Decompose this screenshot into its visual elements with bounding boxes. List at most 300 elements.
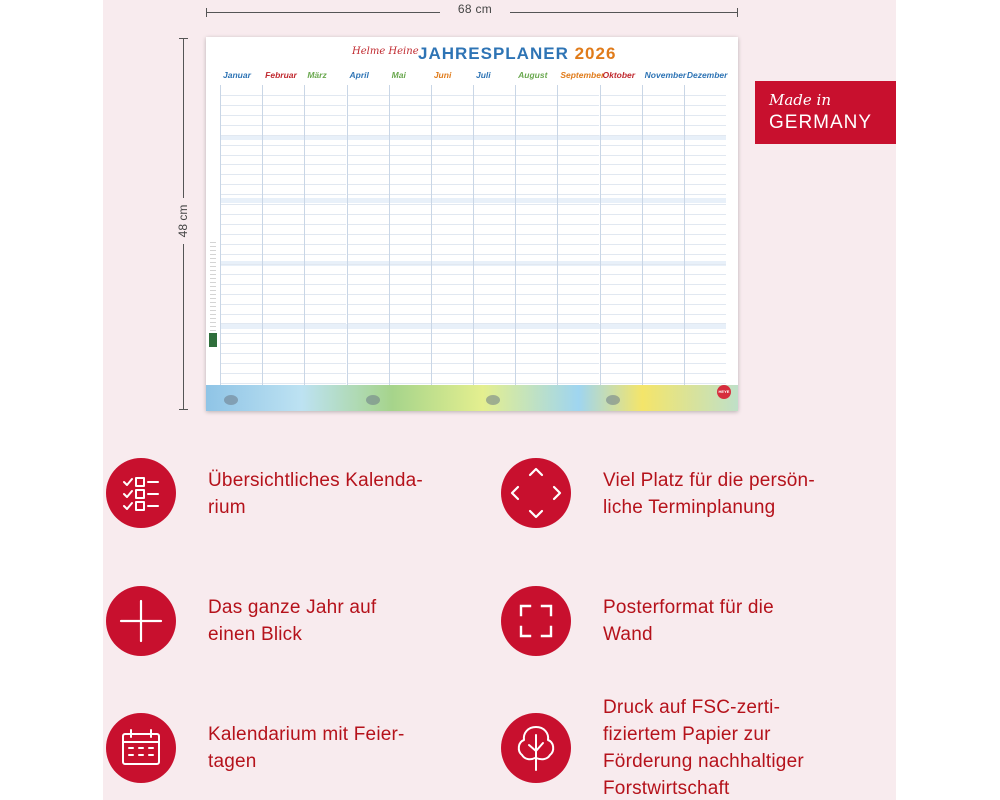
day-row: [305, 244, 346, 245]
day-row: [558, 95, 599, 96]
day-row: [390, 115, 431, 116]
tree-icon: [501, 713, 571, 783]
day-row: [685, 294, 726, 295]
day-row: [558, 274, 599, 275]
day-row: [558, 254, 599, 255]
day-row: [390, 353, 431, 354]
day-row: [516, 164, 557, 165]
day-row: [601, 194, 642, 195]
day-row: [305, 174, 346, 175]
day-row: [474, 274, 515, 275]
day-row: [390, 164, 431, 165]
day-row: [474, 184, 515, 185]
day-row: [643, 284, 684, 285]
day-row: [390, 294, 431, 295]
day-row: [685, 184, 726, 185]
day-row: [474, 323, 515, 324]
feature-line: Das ganze Jahr auf: [208, 597, 377, 618]
day-row: [558, 264, 599, 265]
feature-line: fiziertem Papier zur: [603, 724, 771, 745]
day-row: [516, 194, 557, 195]
day-row: [558, 363, 599, 364]
day-row: [305, 383, 346, 384]
day-row: [516, 204, 557, 205]
day-row: [601, 164, 642, 165]
day-row: [390, 194, 431, 195]
day-row: [348, 125, 389, 126]
day-row: [348, 234, 389, 235]
day-row: [516, 383, 557, 384]
day-row: [263, 383, 304, 384]
day-row: [390, 333, 431, 334]
day-row: [601, 204, 642, 205]
day-row: [516, 115, 557, 116]
calendar-grid: [220, 85, 726, 393]
day-row: [516, 274, 557, 275]
day-row: [263, 184, 304, 185]
day-row: [474, 115, 515, 116]
day-row: [558, 383, 599, 384]
poster-title-text: JAHRESPLANER: [418, 44, 569, 63]
day-row: [390, 363, 431, 364]
day-row: [474, 174, 515, 175]
day-row: [474, 304, 515, 305]
day-row: [685, 105, 726, 106]
day-row: [601, 115, 642, 116]
day-row: [474, 204, 515, 205]
day-row: [305, 323, 346, 324]
day-row: [432, 383, 473, 384]
day-row: [305, 373, 346, 374]
day-row: [348, 304, 389, 305]
day-row: [390, 214, 431, 215]
day-row: [305, 304, 346, 305]
day-row: [263, 274, 304, 275]
feature-line: Druck auf FSC-zerti-: [603, 697, 781, 718]
month-label: April: [349, 70, 369, 80]
day-row: [221, 264, 262, 265]
day-row: [390, 234, 431, 235]
day-row: [221, 145, 262, 146]
day-row: [348, 314, 389, 315]
month-column: [473, 85, 515, 393]
publisher-logo: HEYE: [717, 385, 731, 399]
badge-line1: Made in: [769, 91, 832, 109]
illustration-figure: [606, 395, 620, 405]
day-row: [601, 224, 642, 225]
day-row: [643, 155, 684, 156]
day-row: [263, 333, 304, 334]
feature-text: [603, 467, 815, 521]
day-row: [516, 314, 557, 315]
day-row: [643, 194, 684, 195]
day-row: [601, 294, 642, 295]
day-row: [685, 234, 726, 235]
day-row: [348, 184, 389, 185]
day-row: [474, 373, 515, 374]
plus-icon: [106, 586, 176, 656]
day-row: [516, 224, 557, 225]
day-row: [643, 164, 684, 165]
day-row: [685, 343, 726, 344]
day-row: [432, 353, 473, 354]
feature-line: einen Blick: [208, 624, 303, 645]
day-row: [432, 105, 473, 106]
day-row: [643, 244, 684, 245]
day-row: [221, 115, 262, 116]
day-row: [432, 323, 473, 324]
month-label: Mai: [391, 70, 406, 80]
made-in-germany-badge: [755, 81, 896, 144]
day-row: [685, 194, 726, 195]
day-row: [474, 224, 515, 225]
day-row: [558, 333, 599, 334]
day-row: [263, 155, 304, 156]
day-row: [516, 95, 557, 96]
day-row: [221, 323, 262, 324]
day-row: [685, 264, 726, 265]
day-row: [390, 284, 431, 285]
day-row: [348, 214, 389, 215]
day-row: [601, 274, 642, 275]
day-row: [263, 194, 304, 195]
day-row: [601, 353, 642, 354]
day-row: [432, 145, 473, 146]
day-row: [432, 343, 473, 344]
feature-line: Viel Platz für die persön-: [603, 470, 815, 491]
poster-year: 2026: [574, 44, 617, 63]
day-row: [558, 294, 599, 295]
day-row: [474, 95, 515, 96]
day-row: [685, 214, 726, 215]
day-row: [474, 284, 515, 285]
day-row: [685, 274, 726, 275]
day-row: [685, 284, 726, 285]
month-label: Dezember: [686, 70, 728, 80]
day-row: [516, 284, 557, 285]
day-row: [643, 314, 684, 315]
feature-line: Förderung nachhaltiger: [603, 751, 804, 772]
day-row: [558, 184, 599, 185]
width-dimension-label: 68 cm: [440, 2, 510, 16]
day-row: [305, 264, 346, 265]
day-row: [643, 234, 684, 235]
day-row: [685, 155, 726, 156]
month-column: [262, 85, 304, 393]
day-row: [432, 95, 473, 96]
feature-line: Übersichtliches Kalenda-: [208, 470, 423, 491]
day-row: [263, 284, 304, 285]
day-row: [474, 343, 515, 344]
month-column: [220, 85, 262, 393]
day-row: [685, 373, 726, 374]
feature-line: rium: [208, 497, 246, 518]
day-row: [685, 314, 726, 315]
day-row: [263, 95, 304, 96]
day-row: [685, 244, 726, 245]
day-row: [601, 95, 642, 96]
day-row: [390, 304, 431, 305]
day-row: [474, 194, 515, 195]
day-row: [558, 174, 599, 175]
day-row: [263, 363, 304, 364]
day-row: [305, 115, 346, 116]
day-row: [516, 294, 557, 295]
day-row: [390, 155, 431, 156]
day-row: [305, 333, 346, 334]
month-label: Februar: [265, 70, 297, 80]
day-row: [432, 194, 473, 195]
day-row: [263, 234, 304, 235]
day-row: [221, 244, 262, 245]
month-label: Januar: [223, 70, 251, 80]
day-row: [643, 125, 684, 126]
day-row: [305, 224, 346, 225]
day-row: [685, 304, 726, 305]
day-row: [305, 184, 346, 185]
day-row: [390, 125, 431, 126]
day-row: [558, 214, 599, 215]
day-row: [221, 224, 262, 225]
day-row: [558, 323, 599, 324]
month-label: Juli: [476, 70, 491, 80]
day-row: [643, 135, 684, 136]
month-column: [600, 85, 642, 393]
day-row: [348, 115, 389, 116]
day-row: [685, 254, 726, 255]
day-row: [516, 373, 557, 374]
day-row: [685, 115, 726, 116]
day-row: [685, 323, 726, 324]
day-row: [474, 254, 515, 255]
day-row: [305, 284, 346, 285]
day-row: [348, 194, 389, 195]
month-label: November: [644, 70, 687, 80]
day-row: [643, 333, 684, 334]
day-row: [685, 174, 726, 175]
day-row: [601, 174, 642, 175]
feature-line: Wand: [603, 624, 653, 645]
day-row: [390, 264, 431, 265]
day-row: [221, 284, 262, 285]
day-row: [558, 353, 599, 354]
day-row: [643, 184, 684, 185]
day-row: [558, 194, 599, 195]
day-row: [558, 145, 599, 146]
day-row: [221, 234, 262, 235]
day-row: [558, 164, 599, 165]
calendar-icon: [106, 713, 176, 783]
day-row: [263, 214, 304, 215]
day-row: [516, 254, 557, 255]
day-row: [305, 274, 346, 275]
day-row: [601, 135, 642, 136]
day-row: [474, 353, 515, 354]
day-row: [221, 125, 262, 126]
day-row: [474, 155, 515, 156]
day-row: [601, 234, 642, 235]
day-row: [474, 135, 515, 136]
day-row: [685, 95, 726, 96]
day-row: [221, 333, 262, 334]
day-row: [558, 135, 599, 136]
day-row: [221, 214, 262, 215]
day-row: [643, 115, 684, 116]
day-row: [685, 333, 726, 334]
day-row: [221, 254, 262, 255]
day-row: [601, 304, 642, 305]
day-row: [432, 304, 473, 305]
day-row: [348, 155, 389, 156]
day-row: [432, 224, 473, 225]
day-row: [643, 363, 684, 364]
day-row: [263, 145, 304, 146]
day-row: [348, 224, 389, 225]
day-row: [516, 214, 557, 215]
day-row: [601, 214, 642, 215]
day-row: [263, 314, 304, 315]
day-row: [432, 244, 473, 245]
day-row: [432, 264, 473, 265]
day-row: [221, 135, 262, 136]
day-row: [685, 363, 726, 364]
day-row: [390, 135, 431, 136]
day-row: [601, 254, 642, 255]
day-row: [305, 363, 346, 364]
day-row: [390, 174, 431, 175]
illustration-figure: [486, 395, 500, 405]
day-row: [474, 125, 515, 126]
day-row: [516, 343, 557, 344]
day-row: [432, 254, 473, 255]
day-row: [390, 105, 431, 106]
day-row: [516, 145, 557, 146]
day-row: [348, 383, 389, 384]
day-row: [221, 105, 262, 106]
day-row: [390, 274, 431, 275]
day-row: [348, 204, 389, 205]
calendar-poster: [206, 37, 738, 411]
day-row: [601, 184, 642, 185]
day-row: [516, 184, 557, 185]
day-row: [221, 204, 262, 205]
day-row: [643, 353, 684, 354]
month-header-row: [220, 70, 726, 84]
day-row: [643, 254, 684, 255]
day-row: [305, 214, 346, 215]
day-row: [516, 155, 557, 156]
day-row: [558, 115, 599, 116]
day-row: [685, 145, 726, 146]
day-row: [348, 95, 389, 96]
day-row: [432, 214, 473, 215]
day-row: [558, 125, 599, 126]
day-row: [516, 125, 557, 126]
day-row: [601, 333, 642, 334]
day-row: [390, 95, 431, 96]
day-row: [643, 204, 684, 205]
day-row: [601, 343, 642, 344]
day-row: [305, 343, 346, 344]
day-row: [558, 304, 599, 305]
day-row: [221, 294, 262, 295]
day-row: [348, 323, 389, 324]
day-row: [305, 254, 346, 255]
day-row: [221, 274, 262, 275]
day-row: [348, 164, 389, 165]
day-row: [390, 343, 431, 344]
day-row: [221, 184, 262, 185]
day-row: [601, 373, 642, 374]
checklist-icon: [106, 458, 176, 528]
day-row: [474, 363, 515, 364]
day-row: [390, 244, 431, 245]
feature-line: Forstwirtschaft: [603, 778, 730, 799]
day-row: [305, 105, 346, 106]
day-row: [263, 343, 304, 344]
day-row: [348, 145, 389, 146]
day-row: [601, 244, 642, 245]
day-row: [474, 105, 515, 106]
day-row: [643, 383, 684, 384]
day-row: [643, 174, 684, 175]
day-row: [601, 383, 642, 384]
feature-line: tagen: [208, 751, 257, 772]
day-row: [432, 204, 473, 205]
day-row: [348, 333, 389, 334]
day-row: [474, 214, 515, 215]
feature-line: Posterformat für die: [603, 597, 774, 618]
day-row: [305, 314, 346, 315]
day-row: [558, 234, 599, 235]
day-row: [390, 204, 431, 205]
day-row: [305, 155, 346, 156]
day-row: [643, 224, 684, 225]
day-row: [221, 363, 262, 364]
day-row: [643, 343, 684, 344]
day-row: [685, 164, 726, 165]
day-row: [348, 254, 389, 255]
day-row: [305, 164, 346, 165]
day-row: [221, 383, 262, 384]
day-row: [558, 373, 599, 374]
barcode-mark: [209, 333, 217, 347]
day-row: [601, 323, 642, 324]
day-row: [685, 224, 726, 225]
day-row: [558, 105, 599, 106]
day-row: [474, 294, 515, 295]
poster-title: [418, 44, 616, 64]
expand-arrows-icon: [501, 458, 571, 528]
day-row: [221, 155, 262, 156]
month-label: August: [518, 70, 548, 80]
day-row: [432, 363, 473, 364]
day-row: [305, 135, 346, 136]
day-row: [601, 145, 642, 146]
illustration-figure: [224, 395, 238, 405]
day-row: [263, 204, 304, 205]
day-row: [474, 383, 515, 384]
day-row: [432, 174, 473, 175]
day-row: [305, 194, 346, 195]
day-row: [432, 234, 473, 235]
day-row: [643, 274, 684, 275]
feature-text: [208, 594, 376, 648]
day-row: [474, 234, 515, 235]
day-row: [601, 105, 642, 106]
day-row: [263, 244, 304, 245]
day-row: [516, 363, 557, 364]
